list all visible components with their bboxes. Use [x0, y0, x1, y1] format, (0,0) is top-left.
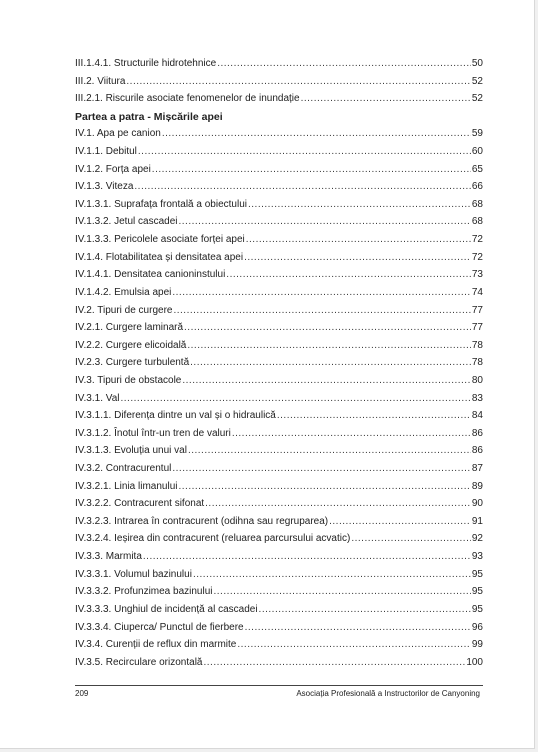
- toc-entry-page: 92: [471, 533, 483, 545]
- toc-entry-page: 95: [471, 568, 483, 580]
- toc-entry-page: 77: [471, 322, 483, 334]
- toc-leader-dots: [172, 463, 471, 474]
- toc-entry-label: IV.3.2. Contracurentul: [75, 463, 172, 475]
- toc-leader-dots: [152, 164, 471, 175]
- toc-entry-page: 52: [471, 93, 483, 105]
- toc-entry: [75, 516, 483, 534]
- toc-entry-label: IV.3.2.4. Ieșirea din contracurent (reluarea parcursului acvatic): [75, 533, 351, 545]
- toc-entry-page: 65: [471, 163, 483, 175]
- toc-entry-label: IV.3. Tipuri de obstacole: [75, 374, 182, 386]
- toc-entry: [75, 58, 483, 76]
- toc-entry-label: IV.3.5. Recirculare orizontală: [75, 656, 203, 668]
- toc-entry: [75, 216, 483, 234]
- toc-entry: [75, 76, 483, 94]
- toc-entry-label: IV.3.2.2. Contracurent sifonat: [75, 498, 205, 510]
- toc-leader-dots: [248, 199, 471, 210]
- toc-entry-label: IV.1.4.2. Emulsia apei: [75, 286, 172, 298]
- footer-divider: [75, 685, 483, 686]
- toc-leader-dots: [237, 639, 471, 650]
- toc-entry-label: IV.3.1.1. Diferența dintre un val și o hidraulică: [75, 410, 276, 422]
- toc-entry-page: 77: [471, 304, 483, 316]
- toc-leader-dots: [182, 375, 471, 386]
- toc-entry-page: 99: [471, 639, 483, 651]
- footer-publisher: Asociația Profesională a Instructorilor de Canyoning: [296, 689, 480, 698]
- toc-entry: [75, 622, 483, 640]
- toc-entry: [75, 128, 483, 146]
- toc-entry: [75, 287, 483, 305]
- toc-entry: [75, 234, 483, 252]
- toc-entry-page: 96: [471, 621, 483, 633]
- table-of-contents: [75, 58, 483, 674]
- toc-leader-dots: [120, 393, 470, 404]
- toc-leader-dots: [214, 586, 471, 597]
- toc-leader-dots: [178, 216, 470, 227]
- toc-entry-page: 87: [471, 463, 483, 475]
- toc-entry-label: IV.3.4. Curenții de reflux din marmite: [75, 639, 237, 651]
- toc-leader-dots: [187, 340, 471, 351]
- toc-entry-page: 84: [471, 410, 483, 422]
- toc-entry: [75, 498, 483, 516]
- toc-entry: [75, 357, 483, 375]
- toc-leader-dots: [138, 146, 471, 157]
- toc-leader-dots: [244, 252, 471, 263]
- toc-entry-page: 68: [471, 216, 483, 228]
- toc-leader-dots: [143, 551, 471, 562]
- toc-entry-label: IV.1.4.1. Densitatea canioninstului: [75, 269, 226, 281]
- toc-entry: [75, 551, 483, 569]
- toc-entry: [75, 445, 483, 463]
- toc-leader-dots: [245, 622, 471, 633]
- toc-leader-dots: [329, 516, 471, 527]
- toc-entry-label: IV.1.2. Forța apei: [75, 163, 151, 175]
- toc-entry-page: 95: [471, 603, 483, 615]
- toc-entry: [75, 410, 483, 428]
- toc-entry-label: IV.3.3.4. Ciuperca/ Punctul de fierbere: [75, 621, 244, 633]
- toc-entry: [75, 93, 483, 111]
- toc-entry-label: IV.1.3.1. Suprafața frontală a obiectului: [75, 198, 247, 210]
- toc-entry-label: III.1.4.1. Structurile hidrotehnice: [75, 58, 217, 69]
- toc-entry-label: IV.1.1. Debitul: [75, 146, 137, 158]
- toc-entry-label: IV.3.2.3. Intrarea în contracurent (odihna sau regruparea): [75, 515, 329, 527]
- toc-leader-dots: [259, 604, 471, 615]
- toc-section-heading: [75, 111, 483, 129]
- toc-entry-label: IV.3.3.2. Profunzimea bazinului: [75, 586, 213, 598]
- toc-entry-page: 89: [471, 480, 483, 492]
- toc-entry: [75, 375, 483, 393]
- toc-entry: [75, 533, 483, 551]
- toc-entry-page: 86: [471, 445, 483, 457]
- toc-leader-dots: [134, 181, 470, 192]
- toc-entry-label: IV.3.1.3. Evoluția unui val: [75, 445, 187, 457]
- toc-entry: [75, 463, 483, 481]
- toc-entry-page: 72: [471, 251, 483, 263]
- toc-leader-dots: [193, 569, 471, 580]
- toc-entry: [75, 481, 483, 499]
- toc-entry-page: 95: [471, 586, 483, 598]
- toc-entry-label: IV.2.1. Curgere laminară: [75, 322, 184, 334]
- toc-leader-dots: [246, 234, 471, 245]
- toc-entry-label: IV.2. Tipuri de curgere: [75, 304, 173, 316]
- toc-entry: [75, 657, 483, 675]
- toc-leader-dots: [232, 428, 471, 439]
- toc-leader-dots: [205, 498, 471, 509]
- toc-entry-label: Partea a patra - Mișcările apei: [75, 110, 223, 123]
- toc-entry: [75, 181, 483, 199]
- toc-entry-label: IV.3.3.3. Unghiul de incidență al cascadei: [75, 603, 258, 615]
- toc-entry-page: 100: [466, 656, 483, 668]
- toc-entry-page: 78: [471, 357, 483, 369]
- toc-entry: [75, 604, 483, 622]
- toc-entry-label: IV.1.4. Flotabilitatea și densitatea apei: [75, 251, 244, 263]
- toc-entry-label: IV.3.3. Marmita: [75, 551, 142, 563]
- toc-leader-dots: [178, 481, 470, 492]
- toc-entry-page: 80: [471, 374, 483, 386]
- toc-leader-dots: [226, 269, 471, 280]
- toc-entry-page: 60: [471, 146, 483, 158]
- toc-entry-page: 91: [471, 515, 483, 527]
- toc-entry-page: 50: [471, 58, 483, 69]
- toc-entry: [75, 146, 483, 164]
- toc-entry: [75, 428, 483, 446]
- toc-entry-label: III.2. Viitura: [75, 75, 126, 87]
- toc-leader-dots: [173, 305, 470, 316]
- toc-entry: [75, 393, 483, 411]
- toc-leader-dots: [184, 322, 471, 333]
- toc-entry-page: 66: [471, 181, 483, 193]
- toc-entry-label: IV.1.3.3. Pericolele asociate forței apei: [75, 234, 245, 246]
- toc-entry-page: 68: [471, 198, 483, 210]
- toc-entry-page: 73: [471, 269, 483, 281]
- toc-entry: [75, 269, 483, 287]
- toc-entry-label: IV.3.1.2. Înotul într-un tren de valuri: [75, 427, 231, 439]
- toc-entry-label: IV.1.3. Viteza: [75, 181, 134, 193]
- toc-leader-dots: [203, 657, 465, 668]
- toc-entry: [75, 340, 483, 358]
- toc-leader-dots: [172, 287, 471, 298]
- toc-entry-label: IV.1. Apa pe canion: [75, 128, 161, 140]
- toc-entry-label: IV.2.2. Curgere elicoidală: [75, 339, 187, 351]
- toc-leader-dots: [190, 357, 471, 368]
- toc-entry: [75, 164, 483, 182]
- toc-entry-label: IV.1.3.2. Jetul cascadei: [75, 216, 178, 228]
- toc-leader-dots: [277, 410, 471, 421]
- toc-entry-page: 74: [471, 286, 483, 298]
- toc-entry-page: 52: [471, 75, 483, 87]
- toc-entry: [75, 586, 483, 604]
- toc-entry-label: IV.3.2.1. Linia limanului: [75, 480, 178, 492]
- toc-entry-page: 72: [471, 234, 483, 246]
- toc-entry-page: 78: [471, 339, 483, 351]
- toc-entry: [75, 305, 483, 323]
- toc-entry-label: IV.2.3. Curgere turbulentă: [75, 357, 190, 369]
- toc-leader-dots: [188, 445, 471, 456]
- toc-entry-page: 90: [471, 498, 483, 510]
- toc-leader-dots: [351, 533, 471, 544]
- toc-entry-label: IV.3.1. Val: [75, 392, 120, 404]
- toc-leader-dots: [301, 93, 471, 104]
- toc-entry-label: IV.3.3.1. Volumul bazinului: [75, 568, 192, 580]
- toc-leader-dots: [126, 76, 470, 87]
- toc-leader-dots: [162, 128, 471, 139]
- toc-entry-label: III.2.1. Riscurile asociate fenomenelor de inundație: [75, 93, 300, 105]
- toc-entry: [75, 639, 483, 657]
- toc-entry-page: 93: [471, 551, 483, 563]
- toc-entry: [75, 252, 483, 270]
- toc-entry: [75, 569, 483, 587]
- toc-entry: [75, 322, 483, 340]
- footer-page-number: 209: [75, 689, 89, 698]
- toc-entry: [75, 199, 483, 217]
- toc-entry-page: 59: [471, 128, 483, 140]
- toc-entry-page: 83: [471, 392, 483, 404]
- toc-leader-dots: [217, 58, 471, 69]
- toc-entry-page: 86: [471, 427, 483, 439]
